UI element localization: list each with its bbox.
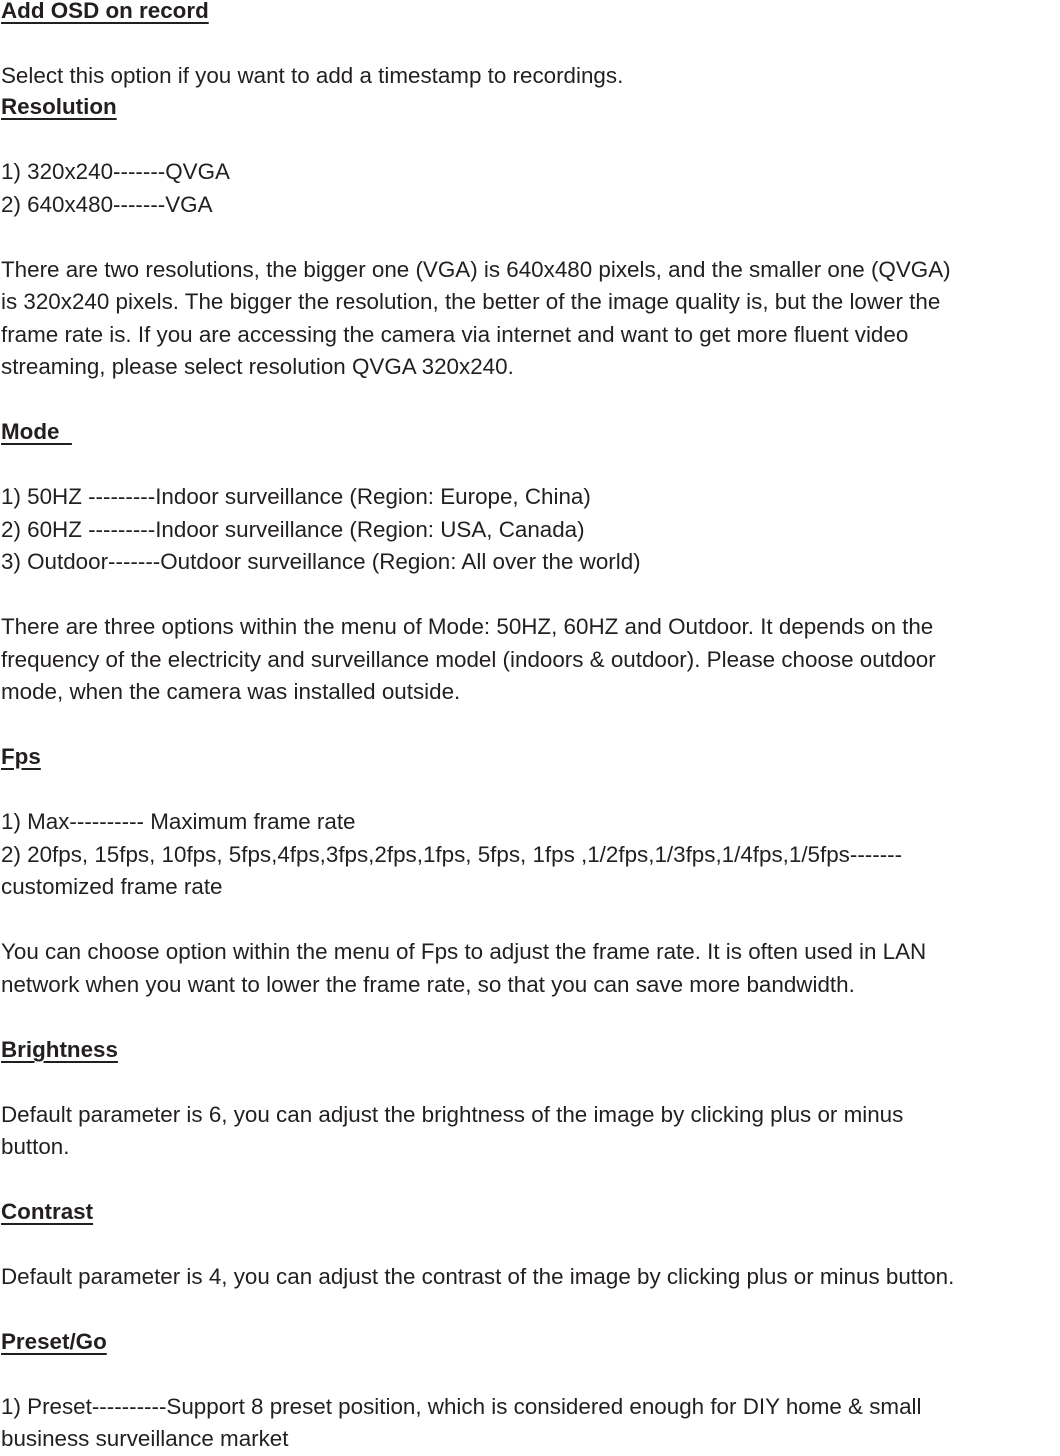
mode-option-50hz: 1) 50HZ ---------Indoor surveillance (Region: Europe, China) — [1, 484, 591, 509]
resolution-option-qvga: 1) 320x240-------QVGA — [1, 159, 230, 184]
resolution-description-line: frame rate is. If you are accessing the camera via internet and want to get more fluent video — [1, 322, 909, 347]
preset-option: 1) Preset----------Support 8 preset position, which is considered enough for DIY home & small — [1, 1394, 922, 1419]
resolution-description-line: There are two resolutions, the bigger one (VGA) is 640x480 pixels, and the smaller one (QVGA) — [1, 257, 951, 282]
resolution-description-line: is 320x240 pixels. The bigger the resolution, the better of the image quality is, but the lower the — [1, 289, 941, 314]
mode-description-line: There are three options within the menu of Mode: 50HZ, 60HZ and Outdoor. It depends on the — [1, 614, 934, 639]
brightness-heading: Brightness — [1, 1037, 118, 1062]
resolution-heading: Resolution — [1, 94, 117, 119]
brightness-description-line: Default parameter is 6, you can adjust the brightness of the image by clicking plus or minus — [1, 1102, 904, 1127]
fps-heading: Fps — [1, 744, 41, 769]
mode-option-60hz: 2) 60HZ ---------Indoor surveillance (Region: USA, Canada) — [1, 517, 585, 542]
contrast-description: Default parameter is 4, you can adjust the contrast of the image by clicking plus or minus button. — [1, 1264, 955, 1289]
fps-option-custom-continued: customized frame rate — [1, 874, 223, 899]
mode-description-line: mode, when the camera was installed outside. — [1, 679, 461, 704]
mode-option-outdoor: 3) Outdoor-------Outdoor surveillance (Region: All over the world) — [1, 549, 641, 574]
preset-option-continued: business surveillance market — [1, 1426, 289, 1451]
osd-description: Select this option if you want to add a timestamp to recordings. — [1, 63, 624, 88]
preset-go-heading: Preset/Go — [1, 1329, 107, 1354]
fps-option-custom: 2) 20fps, 15fps, 10fps, 5fps,4fps,3fps,2fps,1fps, 5fps, 1fps ,1/2fps,1/3fps,1/4fps,1/5fps------- — [1, 842, 903, 867]
fps-option-max: 1) Max---------- Maximum frame rate — [1, 809, 356, 834]
resolution-option-vga: 2) 640x480-------VGA — [1, 192, 213, 217]
fps-description-line: You can choose option within the menu of Fps to adjust the frame rate. It is often used in LAN — [1, 939, 927, 964]
mode-heading: Mode — [1, 419, 72, 444]
brightness-description-line: button. — [1, 1134, 70, 1159]
resolution-description-line: streaming, please select resolution QVGA 320x240. — [1, 354, 514, 379]
contrast-heading: Contrast — [1, 1199, 94, 1224]
mode-description-line: frequency of the electricity and surveillance model (indoors & outdoor). Please choose outdoor — [1, 647, 936, 672]
fps-description-line: network when you want to lower the frame rate, so that you can save more bandwidth. — [1, 972, 855, 997]
osd-heading: Add OSD on record — [1, 0, 209, 23]
